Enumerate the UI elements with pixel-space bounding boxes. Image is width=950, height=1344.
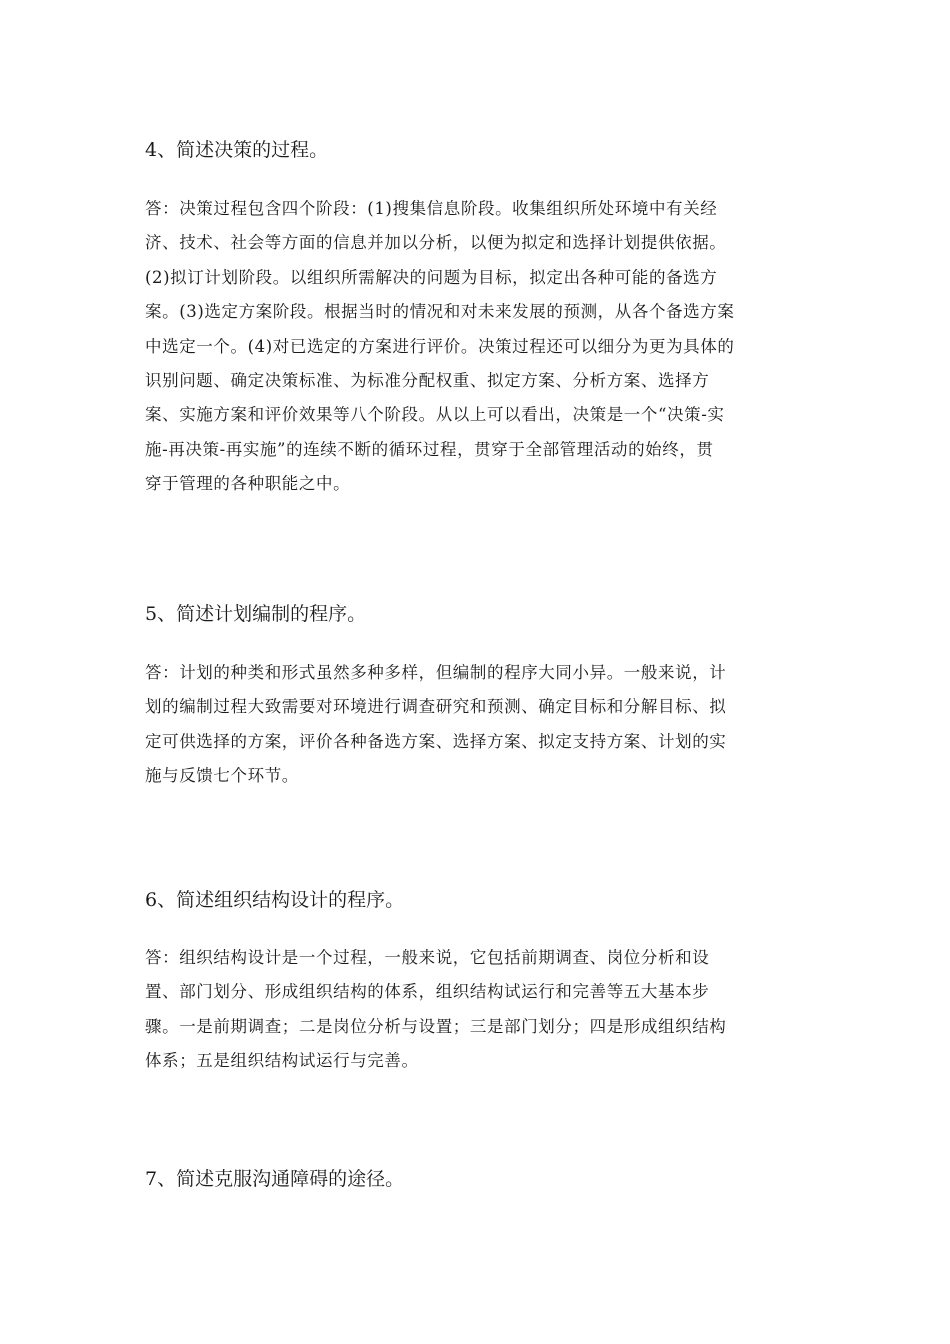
answer-line: 济、技术、社会等方面的信息并加以分析，以便为拟定和选择计划提供依据。: [145, 233, 727, 253]
answer-line: 定可供选择的方案，评价各种备选方案、选择方案、拟定支持方案、计划的实: [145, 731, 727, 751]
answer-line: 识别问题、确定决策标准、为标准分配权重、拟定方案、分析方案、选择方: [145, 371, 710, 391]
question-7-heading: 7、简述克服沟通障碍的途径。: [145, 1168, 405, 1190]
answer-line: 答：决策过程包含四个阶段：(1)搜集信息阶段。收集组织所处环境中有关经: [145, 199, 718, 218]
answer-line: 施-再决策-再实施”的连续不断的循环过程，贯穿于全部管理活动的始终，贯: [145, 439, 714, 459]
answer-line: 答：组织结构设计是一个过程，一般来说，它包括前期调查、岗位分析和设: [145, 948, 710, 967]
answer-line: 案。(3)选定方案阶段。根据当时的情况和对未来发展的预测，从各个备选方案: [145, 302, 735, 322]
answer-line: 中选定一个。(4)对已选定的方案进行评价。决策过程还可以细分为更为具体的: [145, 336, 735, 356]
answer-line: (2)拟订计划阶段。以组织所需解决的问题为目标，拟定出各种可能的备选方: [145, 267, 718, 287]
answer-line: 划的编制过程大致需要对环境进行调查研究和预测、确定目标和分解目标、拟: [145, 697, 727, 717]
question-4-heading: 4、简述决策的过程。: [145, 139, 329, 161]
answer-4-paragraph: [145, 192, 810, 502]
question-5-heading: 5、简述计划编制的程序。: [145, 603, 367, 625]
answer-5-paragraph: [145, 656, 810, 794]
answer-line: 答：计划的种类和形式虽然多种多样，但编制的程序大同小异。一般来说，计: [145, 663, 727, 682]
question-6-heading: 6、简述组织结构设计的程序。: [145, 889, 405, 911]
answer-line: 体系；五是组织结构试运行与完善。: [145, 1051, 419, 1071]
answer-line: 置、部门划分、形成组织结构的体系，组织结构试运行和完善等五大基本步: [145, 982, 710, 1002]
answer-line: 穿于管理的各种职能之中。: [145, 474, 351, 494]
answer-line: 骤。一是前期调查；二是岗位分析与设置；三是部门划分；四是形成组织结构: [145, 1016, 727, 1036]
answer-line: 施与反馈七个环节。: [145, 766, 299, 786]
answer-6-paragraph: [145, 941, 810, 1079]
answer-line: 案、实施方案和评价效果等八个阶段。从以上可以看出，决策是一个“决策-实: [145, 405, 725, 425]
